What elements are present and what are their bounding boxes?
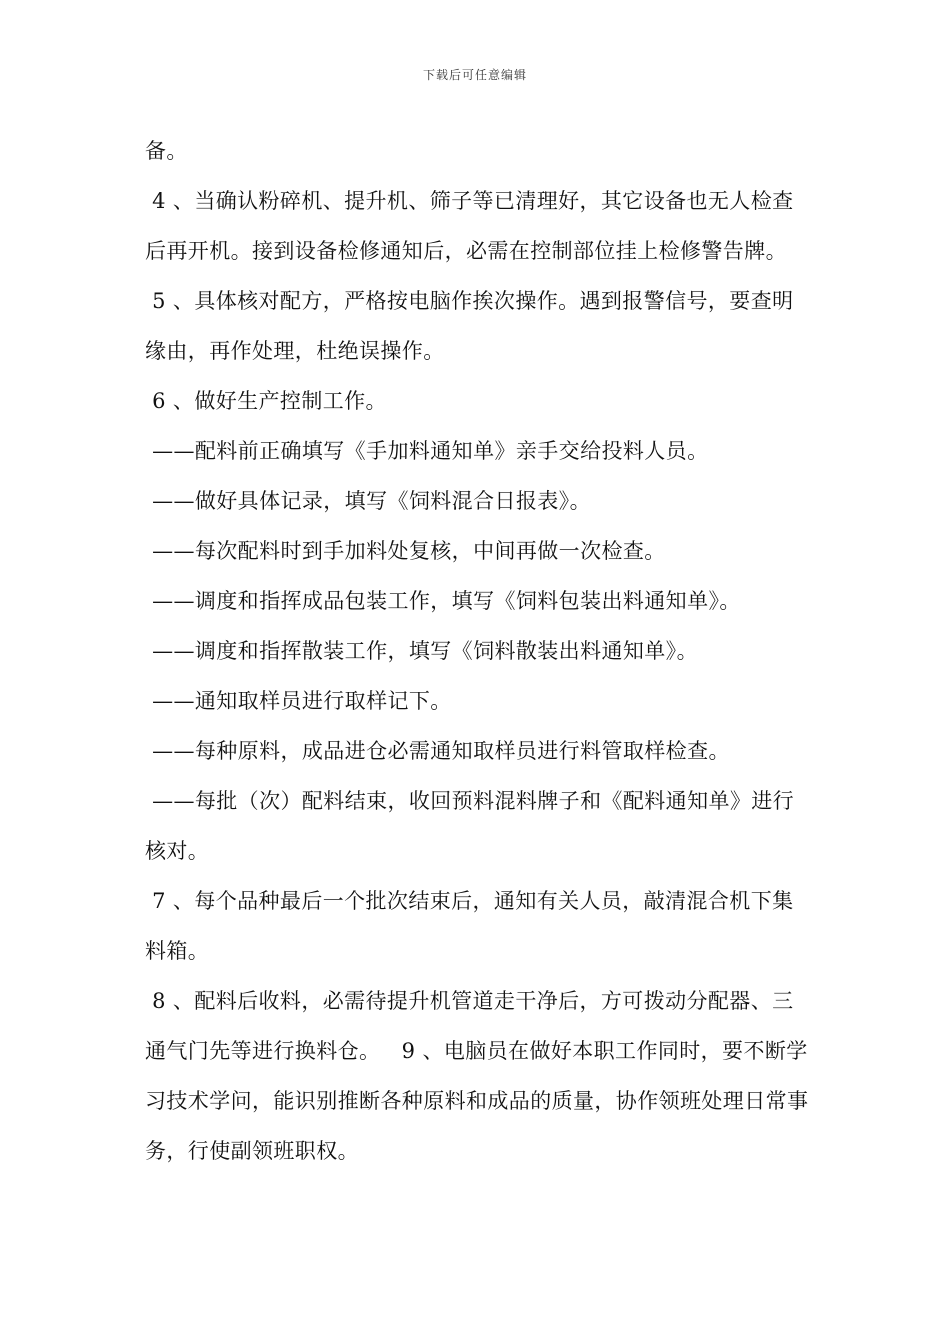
paragraph-item-5: 5 、具体核对配方，严格按电脑作挨次操作。遇到报警信号，要查明缘由，再作处理，杜绝误操作。: [145, 289, 794, 363]
paragraph-subitem: ——每批（次）配料结束，收回预料混料牌子和《配料通知单》进行核对。: [145, 789, 795, 863]
paragraph-subitem: ——通知取样员进行取样记下。: [145, 689, 452, 713]
paragraph-item-8-9: 8 、配料后收料，必需待提升机管道走干净后，方可拨动分配器、三通气门先等进行换料仓。 9 、电脑员在做好本职工作同时，要不断学习技术学问，能识别推断各种原料和成品的质量，协作领班处理日常事务，行使副领班职权。: [145, 989, 809, 1163]
paragraph-item-6: 6 、做好生产控制工作。: [145, 389, 387, 413]
page-header-note: 下载后可任意编辑: [422, 68, 527, 82]
paragraph-subitem: ——调度和指挥成品包装工作，填写《饲料包装出料通知单》。: [145, 589, 741, 613]
paragraph-item-7: 7 、每个品种最后一个批次结束后，通知有关人员，敲清混合机下集料箱。: [145, 889, 794, 963]
paragraph-subitem: ——做好具体记录，填写《饲料混合日报表》。: [145, 489, 591, 513]
document-body: [145, 126, 810, 1176]
paragraph-continuation: 备。: [145, 139, 188, 163]
paragraph-subitem: ——每次配料时到手加料处复核，中间再做一次检查。: [145, 539, 666, 563]
paragraph-subitem: ——配料前正确填写《手加料通知单》亲手交给投料人员。: [145, 439, 709, 463]
paragraph-subitem: ——调度和指挥散装工作，填写《饲料散装出料通知单》。: [145, 639, 698, 663]
paragraph-subitem: ——每种原料，成品进仓必需通知取样员进行料管取样检查。: [145, 739, 730, 763]
paragraph-item-4: 4 、当确认粉碎机、提升机、筛子等已清理好，其它设备也无人检查后再开机。接到设备检修通知后，必需在控制部位挂上检修警告牌。: [145, 189, 794, 263]
